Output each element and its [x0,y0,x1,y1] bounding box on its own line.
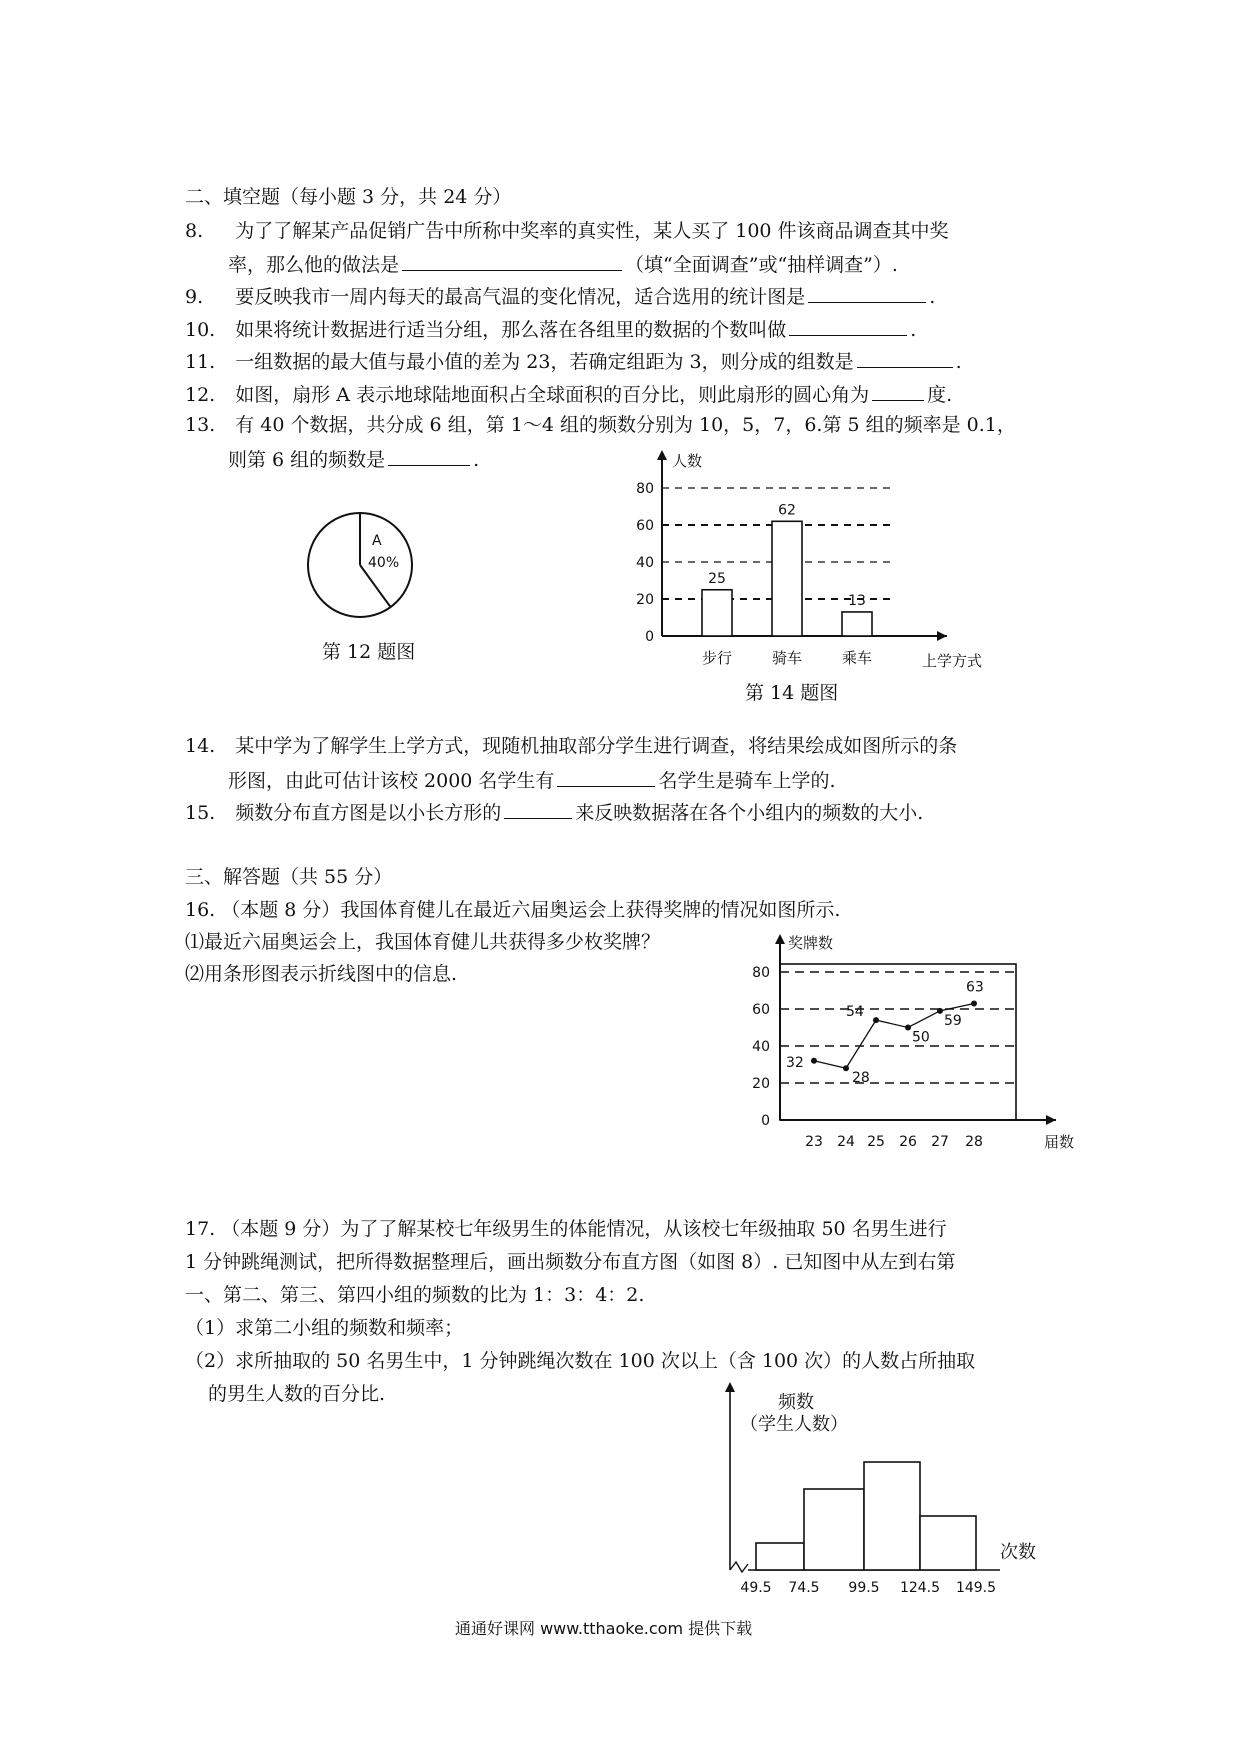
bin-edge-label: 99.5 [848,1580,880,1596]
y-tick-label: 40 [636,555,654,571]
question-8-line-2: 率，那么他的做法是 （填“全面调查”或“抽样调查”）. [228,250,898,278]
data-point [971,1000,977,1006]
y-tick-label: 60 [636,518,654,534]
data-point [937,1008,943,1014]
bin-edge-label: 149.5 [955,1580,997,1596]
category-label: 步行 [701,649,733,667]
pie-chart-q12 [300,505,420,625]
x-axis-arrow [1046,1115,1056,1125]
caption-q14: 第 14 题图 [745,682,839,704]
y-axis-label: 人数 [672,452,703,470]
bar-chart-q14 [620,438,983,673]
bar [842,612,872,636]
caption-q12: 第 12 题图 [322,641,416,663]
answer-blank[interactable] [402,250,622,271]
y-axis-label-sub: （学生人数） [740,1414,848,1435]
question-12: 12. 如图，扇形 A 表示地球陆地面积占全球面积的百分比，则此扇形的圆心角为 度. [185,380,952,408]
y-tick-label: 0 [761,1113,770,1129]
y-axis-arrow [725,1382,735,1392]
question-10: 10. 如果将统计数据进行适当分组，那么落在各组里的数据的个数叫做 . [185,315,916,343]
data-value-label: 54 [846,1004,864,1021]
question-11: 11. 一组数据的最大值与最小值的差为 23，若确定组距为 3，则分成的组数是 . [185,347,962,375]
answer-blank[interactable] [557,766,655,787]
y-tick-label: 60 [752,1002,770,1018]
question-17-line-2: 1 分钟跳绳测试，把所得数据整理后，画出频数分布直方图（如图 8）. 已知图中从左到右第 [185,1251,956,1273]
axis-break-mark [730,1562,748,1572]
bar-value-label: 13 [848,592,866,609]
answer-blank[interactable] [504,798,572,819]
category-label: 骑车 [771,649,803,667]
x-axis-label: 上学方式 [922,652,983,670]
y-tick-label: 80 [636,481,654,497]
x-tick-label: 28 [965,1134,983,1150]
question-8-line-1: 8. 为了了解某产品促销广告中所称中奖率的真实性，某人买了 100 件该商品调查其中奖 [185,220,949,242]
histogram-q17 [710,1380,1055,1602]
y-tick-label: 0 [645,629,654,645]
question-17-part-2: （2）求所抽取的 50 名男生中，1 分钟跳绳次数在 100 次以上（含 100 次）的人数占所抽取 [185,1350,976,1372]
question-17-part-2-cont: 的男生人数的百分比. [208,1383,386,1405]
question-number: 8. [185,220,204,242]
question-14-line-1: 14. 某中学为了解学生上学方式，现随机抽取部分学生进行调查，将结果绘成如图所示的条 [185,735,958,757]
question-13-line-2: 则第 6 组的频数是 . [228,445,479,473]
question-13-line-1: 13. 有 40 个数据，共分成 6 组，第 1～4 组的频数分别为 10，5，7，6.第 5 组的频率是 0.1， [185,414,1016,436]
y-axis-arrow [657,450,667,460]
data-value-label: 28 [852,1070,870,1087]
histogram-bar [804,1489,864,1570]
x-axis-label: 届数 [1044,1133,1075,1151]
data-value-label: 50 [912,1029,930,1046]
data-point [811,1058,817,1064]
histogram-bar [864,1462,920,1570]
data-value-label: 59 [944,1012,962,1029]
y-tick-label: 80 [752,965,770,981]
bin-edge-label: 124.5 [899,1580,941,1596]
answer-blank[interactable] [872,380,924,401]
bin-edge-label: 74.5 [788,1580,820,1596]
answer-blank[interactable] [388,445,470,466]
question-9: 9. 要反映我市一周内每天的最高气温的变化情况，适合选用的统计图是 . [185,282,935,310]
question-16-part-2: ⑵用条形图表示折线图中的信息. [185,963,458,985]
x-axis-arrow [937,631,947,641]
data-point [843,1065,849,1071]
histogram-bar [920,1516,976,1570]
y-axis-arrow [775,934,785,944]
x-tick-label: 26 [899,1134,917,1150]
section-heading-fill-in: 二、填空题（每小题 3 分，共 24 分） [185,186,512,208]
bar-value-label: 25 [708,570,726,587]
category-label: 乘车 [841,649,873,667]
x-axis-label: 次数 [1000,1542,1036,1563]
data-value-label: 63 [966,979,984,996]
bar [702,590,732,636]
y-axis-label: 频数 [778,1392,814,1413]
y-tick-label: 20 [636,592,654,608]
x-tick-label: 25 [867,1134,885,1150]
bar-value-label: 62 [778,502,796,519]
question-17-line-3: 一、第二、第三、第四小组的频数的比为 1：3：4：2. [185,1284,645,1306]
pie-sector-percent: 40% [368,555,400,571]
question-16-part-1: ⑴最近六届奥运会上，我国体育健儿共获得多少枚奖牌？ [185,931,661,953]
x-tick-label: 27 [931,1134,949,1150]
x-tick-label: 24 [837,1134,855,1150]
question-17-part-1: （1）求第二小组的频数和频率； [185,1317,464,1339]
answer-blank[interactable] [808,282,926,303]
data-point [905,1025,911,1031]
y-tick-label: 20 [752,1076,770,1092]
bin-edge-label: 49.5 [740,1580,772,1596]
x-tick-label: 23 [805,1134,823,1150]
question-16-line-1: 16. （本题 8 分）我国体育健儿在最近六届奥运会上获得奖牌的情况如图所示. [185,899,841,921]
question-15: 15. 频数分布直方图是以小长方形的 来反映数据落在各个小组内的频数的大小. [185,798,923,826]
y-axis-label: 奖牌数 [788,934,834,952]
line-chart-q16 [738,920,1083,1165]
data-point [873,1017,879,1023]
y-tick-label: 40 [752,1039,770,1055]
answer-blank[interactable] [857,347,953,368]
pie-sector-label: A [372,533,382,549]
histogram-bar [756,1543,804,1570]
answer-blank[interactable] [789,315,907,336]
footer-source: 通通好课网 www.tthaoke.com 提供下载 [455,1619,753,1638]
section-heading-answer: 三、解答题（共 55 分） [185,866,393,888]
bar [772,521,802,636]
question-17-line-1: 17. （本题 9 分）为了了解某校七年级男生的体能情况，从该校七年级抽取 50 名男生进行 [185,1218,947,1240]
question-14-line-2: 形图，由此可估计该校 2000 名学生有 名学生是骑车上学的. [228,766,835,794]
data-value-label: 32 [786,1054,804,1071]
